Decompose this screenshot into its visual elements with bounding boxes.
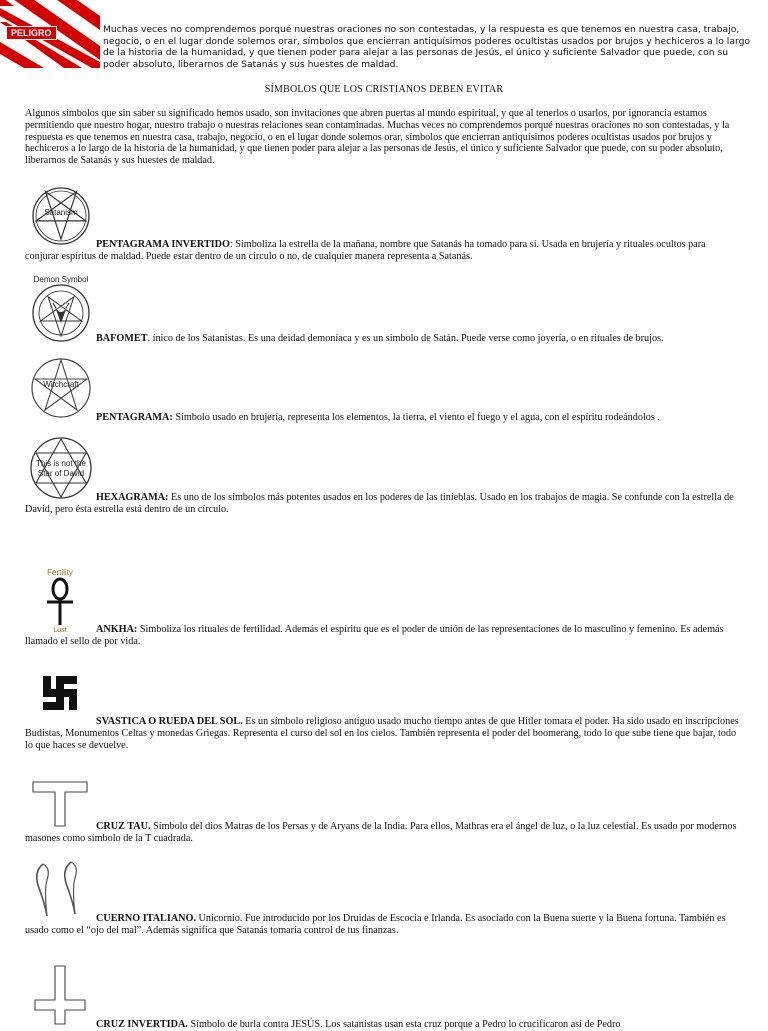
symbol-caption: This is not the	[36, 459, 86, 468]
symbol-description	[25, 333, 740, 345]
intro-text: Muchas veces no comprendemos porqué nuestras oraciones no son contestadas, y la respuesta es que tenemos en nuestra casa, trabajo, negocio, o en el lugar donde solemos orar, símbolos que encierran antiquísimos poderes ocultistas usados por brujos y hechiceros a lo largo de la historia de la humanidad, y que tienen poder para alejar a las personas de Jesús, el único y suficiente Salvador que puede, con su poder absoluto, liberarnos de Satanás y sus huestes de maldad.	[103, 24, 751, 70]
symbol-text: Símbolo de burla contra JESÚS. Los satanistas usan esta cruz porque a Pedro lo crucificaron así de Pedro	[187, 1019, 621, 1030]
symbol-text: Es uno de los símbolos más potentes usados en los poderes de las tinieblas. Usado en los trabajos de magia. Se confunde con la estrella de David, pero ésta estrella está dentro de un círculo.	[25, 492, 734, 515]
symbol-text: . ínico de los Satanistas. Es una deidad demoníaca y es un símbolo de Satán. Puede verse como joyería, o en rituales de brujos.	[147, 333, 664, 344]
symbol-name: CRUZ INVERTIDA.	[96, 1019, 188, 1030]
symbol-description	[25, 821, 740, 845]
symbol-caption: Fertility	[47, 568, 73, 577]
symbol-name: ANKHA:	[96, 624, 138, 635]
symbol-description	[25, 492, 740, 516]
symbol-text: Simboliza los rituales de fertilidad. Además el espíritu que es el poder de unión de las representaciones de lo masculino y femenino. Es además llamado el sello de por vida.	[25, 624, 724, 647]
intro-paragraph: Algunos símbolos que sin saber su significado hemos usado, son invitaciones que abren puertas al mundo espiritual, y que al tenerlos o usarlos, por ignorancia estamos permitiendo que nuestro hogar, nuestro trabajo o nuestras relaciones sean contaminadas. Muchas veces no comprendemos porqué nuestras oraciones no son contestadas, y la respuesta es que tenemos en nuestra casa, trabajo, negocio, o en el lugar donde solemos orar, símbolos que encierran antiquísimos poderes ocultistas usados por brujos y hechiceros a lo largo de la historia de la humanidad, y que tienen poder para alejar a las personas de Jesús, el único y suficiente Salvador que puede, con su poder absoluto, liberarnos de Satanás y sus huestes de maldad.	[25, 108, 730, 167]
page-title: SÍMBOLOS QUE LOS CRISTIANOS DEBEN EVITAR	[264, 84, 504, 95]
symbol-description	[25, 239, 740, 263]
symbol-text: : Simboliza la estrella de la mañana, nombre que Satanás ha tomado para sí. Usada en brujería y rituales ocultos para conjurar espíritus de maldad. Puede estar dentro de un círculo o no, de cualquier manera representa a Satanás.	[25, 239, 706, 262]
symbol-name: CRUZ TAU.	[96, 821, 151, 832]
pentagram-icon	[25, 357, 97, 419]
symbol-text: Unicornio. Fue introducido por los Druidas de Escocia e Irlanda. Es asociado con la Buena suerte y la Buena fortuna. También es usado como el “ojo del mal”. Además significa que Satanás tomaría control de tus finanzas.	[25, 913, 726, 936]
symbol-caption: Demon Symbol	[33, 275, 89, 284]
symbol-name: BAFOMET	[96, 333, 148, 344]
symbol-name: SVASTICA O RUEDA DEL SOL.	[96, 716, 243, 727]
warning-banner	[0, 0, 100, 68]
hexagram-icon	[25, 436, 97, 500]
symbol-name: PENTAGRAMA INVERTIDO	[96, 239, 230, 250]
symbol-description	[25, 913, 740, 937]
symbol-caption: Lust	[53, 627, 67, 633]
symbol-text: Símbolo usado en brujería, representa los elementos, la tierra, el viento el fuego y el agua, con el espíritu rodeándolos .	[172, 412, 660, 423]
warning-label: PELIGRO	[6, 26, 57, 40]
symbol-name: PENTAGRAMA:	[96, 412, 173, 423]
symbol-name: CUERNO ITALIANO.	[96, 913, 196, 924]
symbol-caption: Satanism	[44, 208, 78, 217]
symbol-description	[25, 624, 740, 648]
inverted-pentagram-icon	[25, 185, 97, 247]
symbol-description	[25, 1019, 740, 1031]
symbol-caption: Witchcraft	[43, 380, 79, 389]
symbol-name: HEXAGRAMA:	[96, 492, 169, 503]
symbol-caption: Star of David	[37, 469, 85, 478]
symbol-text: Es un símbolo religioso antiguo usado mucho tiempo antes de que Hitler tomara el poder. Ha sido usado en inscripciones Budistas, Monumentos Celtas y monedas Griegas. Representa el curso del sol en los cielos. También representa el poder del boomerang, todo lo que sube tiene que bajar, todo lo que haces se devuelve.	[25, 716, 739, 751]
symbol-text: Símbolo del dios Matras de los Persas y de Aryans de la India. Para ellos, Mathras era el ángel de luz, o la luz celestial. Es usado por modernos masones como símbolo de la T cuadrada.	[25, 821, 737, 844]
symbol-description	[25, 412, 740, 424]
symbol-description	[25, 716, 740, 751]
